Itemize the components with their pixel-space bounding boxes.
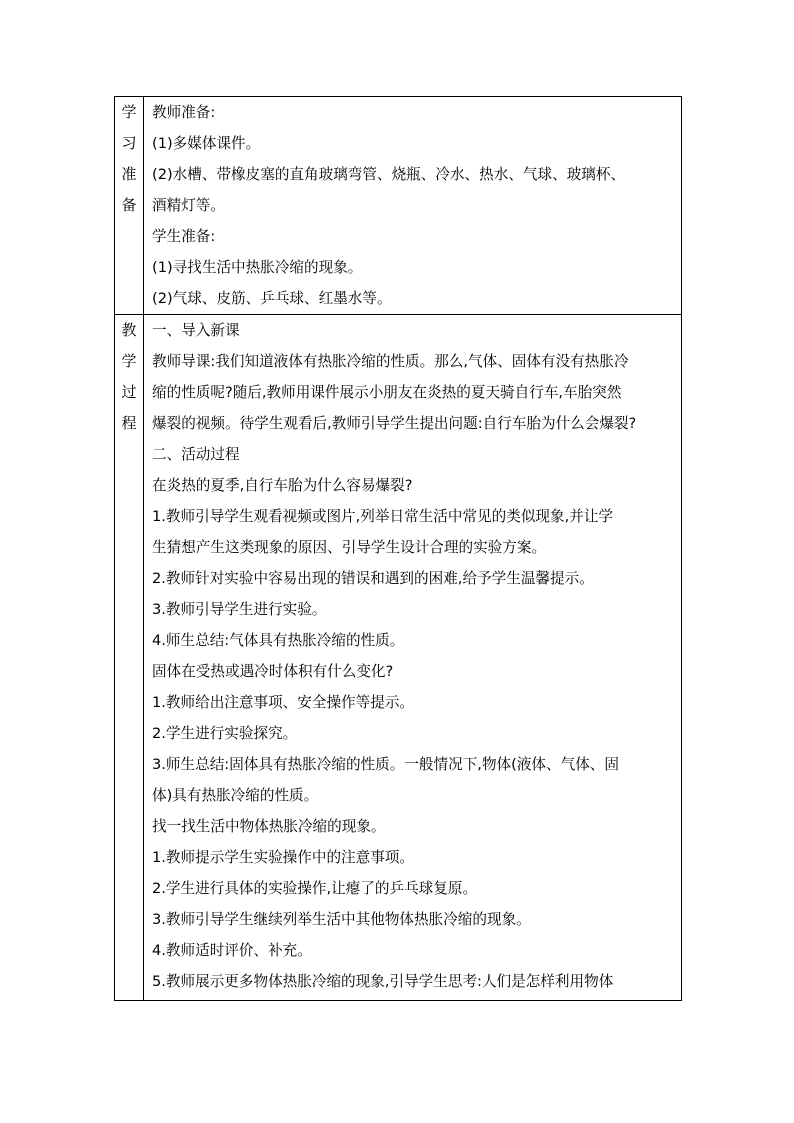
text-line: 2.学生进行具体的实验操作,让瘪了的乒乓球复原。 (152, 880, 478, 897)
label-char: 准 (121, 165, 137, 183)
text-line: 缩的性质呢?随后,教师用课件展示小朋友在炎热的夏天骑自行车,车胎突然 (152, 384, 622, 401)
text-line: 教师准备: (152, 104, 216, 121)
text-line: 酒精灯等。 (152, 197, 225, 214)
label-char: 备 (121, 196, 137, 214)
text-line: (2)气球、皮筋、乒乓球、红墨水等。 (152, 290, 392, 307)
label-char: 教 (121, 321, 137, 339)
text-line: 体)具有热胀冷缩的性质。 (152, 787, 319, 804)
text-line: (2)水槽、带橡皮塞的直角玻璃弯管、烧瓶、冷水、热水、气球、玻璃杯、 (152, 166, 626, 183)
text-line: 3.教师引导学生继续列举生活中其他物体热胀冷缩的现象。 (152, 911, 531, 928)
text-line: 固体在受热或遇冷时体积有什么变化? (152, 663, 394, 680)
text-line: 1.教师引导学生观看视频或图片,列举日常生活中常见的类似现象,并让学 (152, 508, 614, 525)
text-line: 一、导入新课 (152, 322, 240, 339)
text-line: 在炎热的夏季,自行车胎为什么容易爆裂? (152, 477, 413, 494)
section-content-preparation (144, 97, 682, 315)
text-line: 学生准备: (152, 228, 216, 245)
label-char: 习 (121, 134, 137, 152)
text-line: 1.教师提示学生实验操作中的注意事项。 (152, 849, 415, 866)
label-char: 过 (121, 383, 137, 401)
text-line: 1.教师给出注意事项、安全操作等提示。 (152, 694, 415, 711)
text-line: (1)多媒体课件。 (152, 135, 261, 152)
section-label-preparation (115, 97, 144, 315)
text-line: 生猜想产生这类现象的原因、引导学生设计合理的实验方案。 (152, 539, 547, 556)
text-line: 2.教师针对实验中容易出现的错误和遇到的困难,给予学生温馨提示。 (152, 570, 594, 587)
text-line: 找一找生活中物体热胀冷缩的现象。 (152, 818, 386, 835)
text-line: 二、活动过程 (152, 446, 240, 463)
text-line: 3.师生总结:固体具有热胀冷缩的性质。一般情况下,物体(液体、气体、固 (152, 756, 619, 773)
section-label-process (115, 315, 144, 1001)
text-line: 5.教师展示更多物体热胀冷缩的现象,引导学生思考:人们是怎样利用物体 (152, 973, 614, 990)
table-row-process (115, 315, 682, 1001)
lesson-plan-table (114, 96, 682, 1001)
text-line: 3.教师引导学生进行实验。 (152, 601, 327, 618)
label-char: 学 (121, 103, 137, 121)
text-line: 4.教师适时评价、补充。 (152, 942, 312, 959)
table-row-preparation (115, 97, 682, 315)
text-line: (1)寻找生活中热胀冷缩的现象。 (152, 259, 363, 276)
text-line: 2.学生进行实验探究。 (152, 725, 298, 742)
section-content-process (144, 315, 682, 1001)
text-line: 4.师生总结:气体具有热胀冷缩的性质。 (152, 632, 405, 649)
label-char: 学 (121, 352, 137, 370)
label-char: 程 (121, 414, 137, 432)
text-line: 爆裂的视频。待学生观看后,教师引导学生提出问题:自行车胎为什么会爆裂? (152, 415, 637, 432)
text-line: 教师导课:我们知道液体有热胀冷缩的性质。那么,气体、固体有没有热胀冷 (152, 353, 629, 370)
